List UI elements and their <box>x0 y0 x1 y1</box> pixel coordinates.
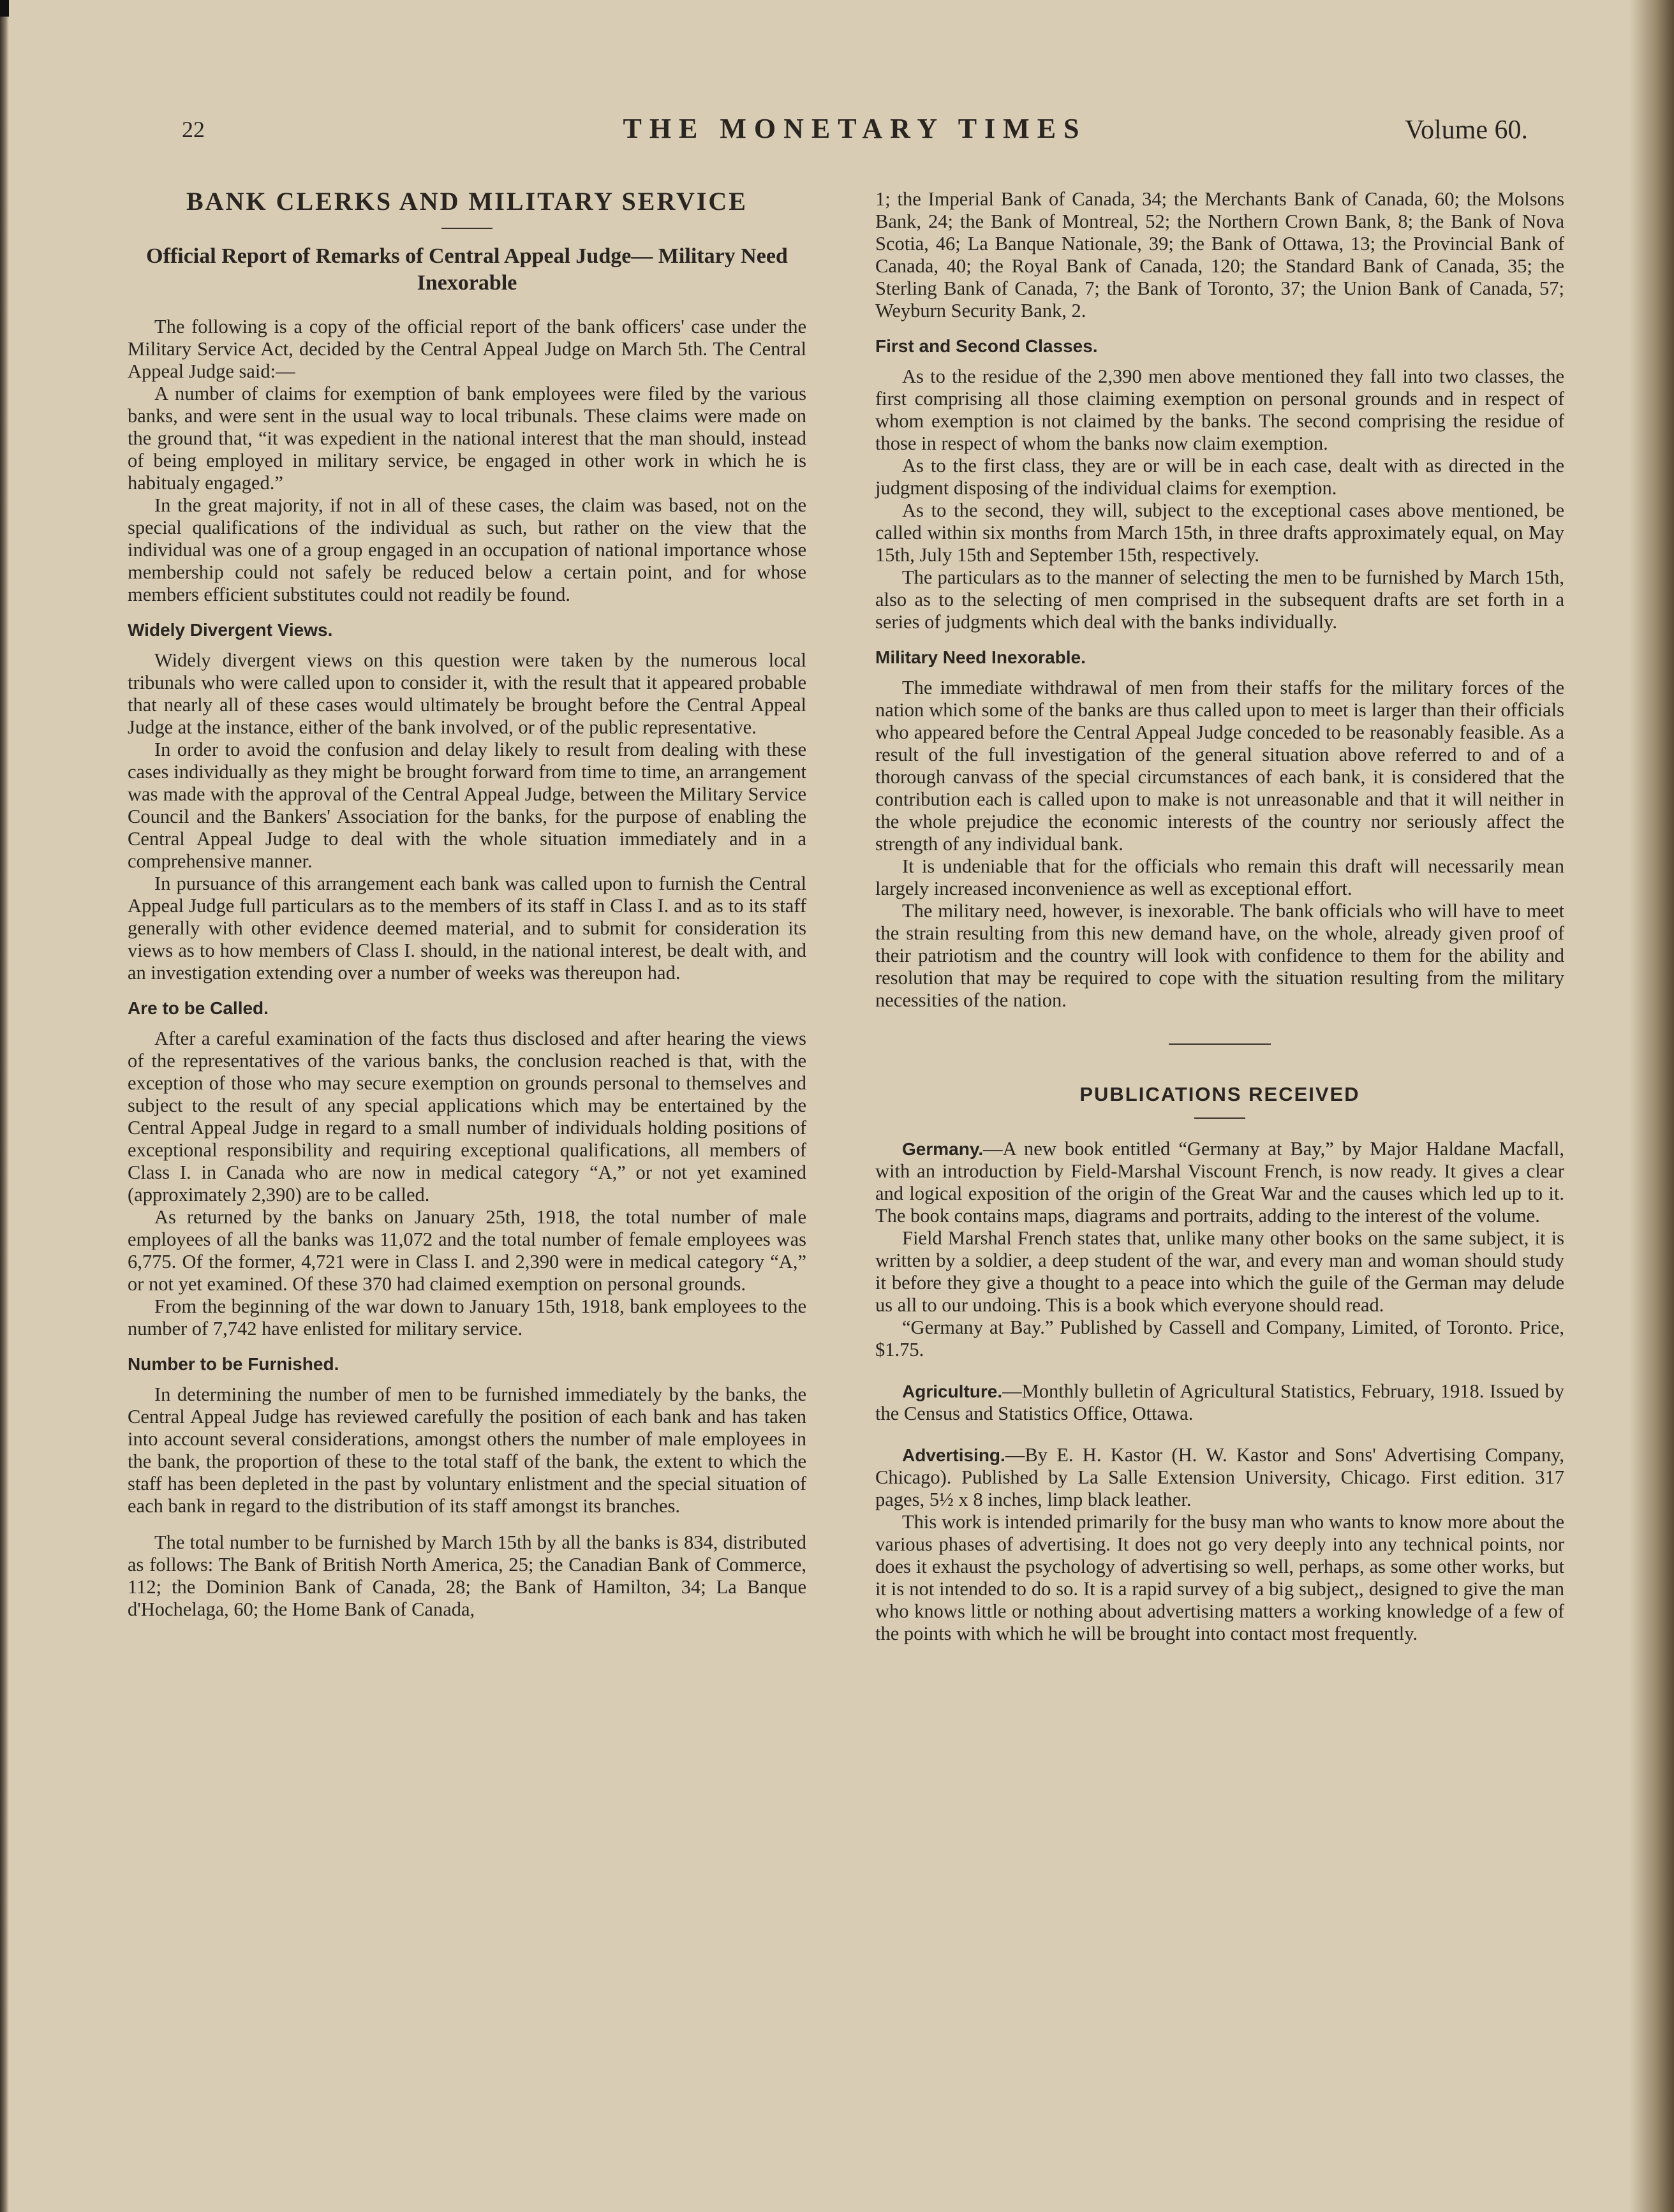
paragraph: The particulars as to the manner of selecting the men to be furnished by March 15th, also as to the selecting of men comprised in the subsequent drafts are set forth in a series of judgments which deal with the banks individually. <box>875 566 1564 633</box>
paragraph: In order to avoid the confusion and delay likely to result from dealing with these cases individually as they might be brought forward from time to time, an arrangement was made with the approval of the Central Appeal Judge, between the Military Service Council and the Bankers' Association for the banks, for the purpose of enabling the Central Appeal Judge to deal with the whole situation immediately and in a comprehensive manner. <box>128 739 806 872</box>
running-head <box>182 112 1528 151</box>
journal-title: THE MONETARY TIMES <box>623 113 1087 144</box>
paragraph: “Germany at Bay.” Published by Cassell and Company, Limited, of Toronto. Price, $1.75. <box>875 1316 1564 1360</box>
entry-lead: Germany. <box>902 1139 984 1159</box>
page-number: 22 <box>182 117 205 142</box>
publications-rule <box>1194 1117 1245 1119</box>
publication-entry <box>875 1380 1564 1425</box>
paragraph-continued: 1; the Imperial Bank of Canada, 34; the Merchants Bank of Canada, 60; the Molsons Bank, 24; the Bank of Montreal, 52; the Northern Crown Bank, 8; the Bank of Nova Scotia, 46; La Banque Nationale, 39; the Bank of Ottawa, 13; the Provincial Bank of Canada, 40; the Royal Bank of Canada, 120; the Standard Bank of Canada, 35; the Sterling Bank of Canada, 7; the Bank of Toronto, 37; the Union Bank of Canada, 57; Weyburn Security Bank, 2. <box>875 188 1564 321</box>
section-heading: Are to be Called. <box>128 998 269 1018</box>
paragraph: In determining the number of men to be furnished immediately by the banks, the Central Appeal Judge has reviewed carefully the position of each bank and has taken into account several considerations, amongst others the number of male employees in the bank, the proportion of these to the total staff of the bank, the extent to which the staff has been depleted in the past by voluntary enlistment and the special situation of each bank in regard to the distribution of its staff amongst its branches. <box>128 1383 806 1517</box>
section-heading: First and Second Classes. <box>875 336 1098 356</box>
left-column <box>128 172 806 1621</box>
paragraph: After a careful examination of the facts thus disclosed and after hearing the views of the representatives of the various banks, the conclusion reached is that, with the exception of those who may secure exemption on grounds personal to themselves and subject to the result of any special applications which may be entertained by the Central Appeal Judge in regard to a small number of individuals holding positions of exceptional responsibility and requiring exceptional qualifications, all members of Class I. in Canada who are now in medical category “A,” or not yet examined (approximately 2,390) are to be called. <box>128 1028 806 1206</box>
entry-text: —By E. H. Kastor (H. W. Kastor and Sons' Advertising Company, Chicago). Published by La Salle Extension University, Chicago. First edition. 317 pages, 5½ x 8 inches, limp black leather. <box>875 1444 1564 1510</box>
article-intro: The following is a copy of the official report of the bank officers' case under the Military Service Act, decided by the Central Appeal Judge on March 5th. The Central Appeal Judge said:— <box>128 316 806 382</box>
paragraph: A number of claims for exemption of bank employees were filed by the various banks, and were sent in the usual way to local tribunals. These claims were made on the ground that, “it was expedient in the national interest that the man should, instead of being employed in military service, be engaged in other work in which he is habitualy engaged.” <box>128 383 806 494</box>
page-binding-shadow <box>0 0 9 2212</box>
page-edge-shadow <box>1629 0 1674 2212</box>
publication-entry <box>875 1444 1564 1511</box>
article-subtitle: Official Report of Remarks of Central Appeal Judge— Military Need Inexorable <box>146 244 788 295</box>
section-heading: Widely Divergent Views. <box>128 620 333 640</box>
paragraph: As to the second, they will, subject to the exceptional cases above mentioned, be called within six months from March 15th, in three drafts approximately equal, on May 15th, July 15th and September 15th, respectively. <box>875 499 1564 566</box>
entry-lead: Agriculture. <box>902 1382 1003 1401</box>
entry-lead: Advertising. <box>902 1445 1005 1465</box>
publication-entry <box>875 1138 1564 1227</box>
section-heading: Military Need Inexorable. <box>875 647 1086 667</box>
paragraph: As to the residue of the 2,390 men above mentioned they fall into two classes, the first comprising all those claiming exemption on personal grounds and in respect of whom exemption is not claimed by the banks. The second comprising the residue of those in respect of whom the banks now claim exemption. <box>875 365 1564 454</box>
paragraph: The total number to be furnished by March 15th by all the banks is 834, distributed as follows: The Bank of British North America, 25; the Canadian Bank of Commerce, 112; the Dominion Bank of Canada, 28; the Bank of Hamilton, 34; La Banque d'Hochelaga, 60; the Home Bank of Canada, <box>128 1531 806 1620</box>
section-divider <box>1169 1043 1271 1045</box>
publications-heading: PUBLICATIONS RECEIVED <box>1079 1083 1360 1105</box>
article-title: BANK CLERKS AND MILITARY SERVICE <box>186 187 748 216</box>
paragraph: Widely divergent views on this question were taken by the numerous local tribunals who were called upon to consider it, with the result that it appeared probable that nearly all of these cases would ultimately be brought before the Central Appeal Judge at the instance, either of the bank involved, or of the public representative. <box>128 649 806 738</box>
paragraph: The military need, however, is inexorable. The bank officials who will have to meet the strain resulting from this new demand have, on the whole, already given proof of their patriotism and the country will look with confidence to them for the ability and resolution that may be required to cope with the situation resulting from the military necessities of the nation. <box>875 900 1564 1011</box>
paragraph: This work is intended primarily for the busy man who wants to know more about the various phases of advertising. It does not go very deeply into any technical points, nor does it exhaust the psychology of advertising so well, perhaps, as some other works, but it is not intended to do so. It is a rapid survey of a big subject,, designed to give the man who knows little or nothing about advertising matters a working knowledge of a few of the points with which he will be brought into contact most frequently. <box>875 1511 1564 1644</box>
paragraph: As returned by the banks on January 25th, 1918, the total number of male employees of all the banks was 11,072 and the total number of female employees was 6,775. Of the former, 4,721 were in Class I. and 2,390 were in medical category “A,” or not yet examined. Of these 370 had claimed exemption on personal grounds. <box>128 1206 806 1295</box>
paragraph: From the beginning of the war down to January 15th, 1918, bank employees to the number of 7,742 have enlisted for military service. <box>128 1295 806 1339</box>
paragraph: Field Marshal French states that, unlike many other books on the same subject, it is written by a soldier, a deep student of the war, and every man and woman should study it before they give a thought to a peace into which the guile of the German may delude us all to our undoing. This is a book which everyone should read. <box>875 1227 1564 1316</box>
paragraph: As to the first class, they are or will be in each case, dealt with as directed in the judgment disposing of the individual claims for exemption. <box>875 455 1564 499</box>
paragraph: In the great majority, if not in all of these cases, the claim was based, not on the special qualifications of the individual as such, but rather on the view that the individual was one of a group engaged in an occupation of national importance whose membership could not safely be reduced below a certain point, and for whose members efficient substitutes could not readily be found. <box>128 494 806 605</box>
entry-text: —Monthly bulletin of Agricultural Statistics, February, 1918. Issued by the Census and Statistics Office, Ottawa. <box>875 1380 1564 1424</box>
volume-label: Volume 60. <box>1405 115 1528 145</box>
title-rule <box>441 228 493 229</box>
paragraph: In pursuance of this arrangement each bank was called upon to furnish the Central Appeal Judge full particulars as to the members of its staff in Class I. and as to its staff generally with other evidence deemed material, and to submit for consideration its views as to how members of Class I. should, in the national interest, be dealt with, and an investigation extending over a number of weeks was thereupon had. <box>128 873 806 984</box>
paragraph: The immediate withdrawal of men from their staffs for the military forces of the nation which some of the banks are thus called upon to meet is larger than their officials who appeared before the Central Appeal Judge conceded to be reasonably feasible. As a result of the full investigation of the general situation above referred to and of a thorough canvass of the special circumstances of each bank, it is considered that the contribution each is called upon to make is not unreasonable and that it will neither in the whole prejudice the economic interests of the country nor seriously affect the strength of any individual bank. <box>875 677 1564 855</box>
paragraph: It is undeniable that for the officials who remain this draft will necessarily mean largely increased inconvenience as well as exceptional effort. <box>875 855 1564 899</box>
section-heading: Number to be Furnished. <box>128 1354 339 1374</box>
entry-text: —A new book entitled “Germany at Bay,” by Major Haldane Macfall, with an introduction by Field-Marshal Viscount French, is now ready. It gives a clear and logical exposition of the origin of the Great War and the causes which led up to it. The book contains maps, diagrams and portraits, adding to the interest of the volume. <box>875 1138 1564 1227</box>
scan-mark <box>0 0 9 17</box>
right-column <box>875 188 1564 1645</box>
